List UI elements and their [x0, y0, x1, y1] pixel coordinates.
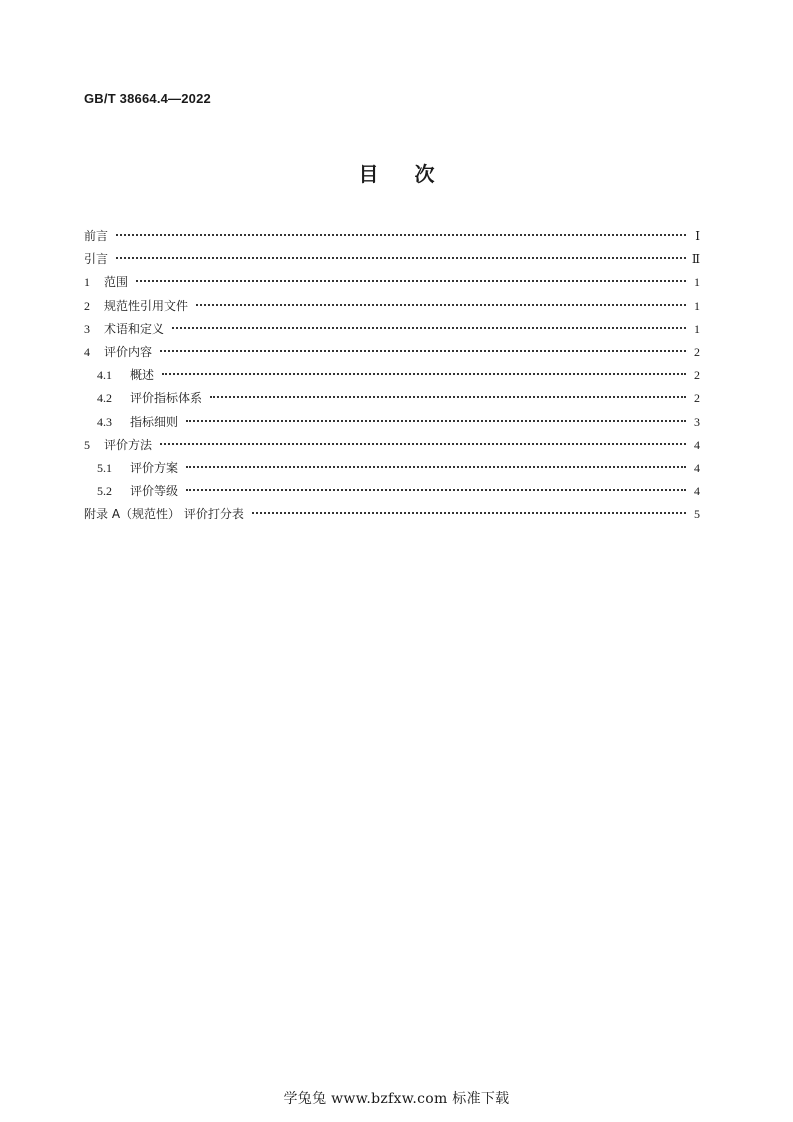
toc-dot-leader: [160, 443, 686, 445]
toc-entry-label: 指标细则: [130, 414, 179, 429]
toc-entry-foreword[interactable]: [84, 226, 700, 249]
toc-entry-number: 5.2: [97, 484, 112, 499]
toc-entry-evaluation-grade[interactable]: [84, 481, 700, 504]
toc-title: 目次: [358, 162, 471, 186]
toc-entry-page: 2: [694, 391, 700, 406]
toc-entry-number: 4.3: [97, 414, 112, 429]
toc-dot-leader: [186, 466, 686, 468]
toc-entry-label: 评价方法: [104, 437, 153, 452]
toc-entry-label: 评价内容: [104, 344, 153, 359]
toc-entry-label: 前言: [84, 229, 109, 243]
toc-entry-terms-definitions[interactable]: [84, 319, 700, 342]
toc-entry-number: 4.1: [97, 368, 112, 383]
toc-entry-page: 3: [694, 414, 700, 429]
toc-entry-evaluation-plan[interactable]: [84, 458, 700, 481]
toc-dot-leader: [186, 489, 686, 491]
toc-entry-label: 评价方案: [130, 460, 179, 475]
toc-dot-leader: [172, 327, 686, 329]
toc-dot-leader: [186, 420, 686, 422]
toc-dot-leader: [162, 373, 686, 375]
toc-entry-label: 附录 A（规范性） 评价打分表: [84, 507, 244, 522]
toc-entry-number: 4.2: [97, 391, 112, 406]
toc-entry-scope[interactable]: [84, 272, 700, 295]
toc-entry-label: 评价指标体系: [130, 391, 203, 406]
toc-entry-label: 引言: [84, 252, 109, 267]
toc-entry-indicator-system[interactable]: [84, 388, 700, 411]
toc-dot-leader: [116, 234, 686, 236]
standard-code: GB/T 38664.4—2022: [84, 91, 211, 106]
table-of-contents: [84, 226, 700, 527]
toc-dot-leader: [210, 396, 686, 398]
toc-entry-label: 概述: [130, 368, 155, 383]
toc-dot-leader: [252, 512, 686, 514]
toc-entry-page: 2: [694, 368, 700, 383]
toc-entry-evaluation-method[interactable]: [84, 435, 700, 458]
toc-entry-number: 5.1: [97, 460, 112, 475]
toc-entry-label: 规范性引用文件: [104, 298, 189, 313]
toc-entry-page: 2: [694, 344, 700, 359]
toc-dot-leader: [136, 280, 686, 282]
toc-entry-number: 5: [84, 437, 90, 452]
footer-watermark-text: 学兔兔 www.bzfxw.com 标准下载: [283, 1091, 510, 1107]
toc-entry-page: 4: [694, 484, 700, 499]
toc-entry-page: Ⅱ: [691, 252, 700, 267]
toc-entry-label: 术语和定义: [104, 321, 165, 336]
toc-entry-evaluation-content[interactable]: [84, 342, 700, 365]
toc-entry-overview[interactable]: [84, 365, 700, 388]
toc-entry-number: 2: [84, 298, 90, 313]
toc-entry-page: 4: [694, 437, 700, 452]
toc-entry-page: 1: [694, 275, 700, 290]
toc-entry-label: 范围: [104, 275, 129, 290]
toc-entry-page: 5: [694, 507, 700, 522]
toc-dot-leader: [160, 350, 686, 352]
toc-dot-leader: [116, 257, 686, 259]
toc-entry-annex-a[interactable]: [84, 504, 700, 527]
toc-entry-page: 1: [694, 321, 700, 336]
toc-entry-label: 评价等级: [130, 484, 179, 499]
toc-entry-number: 4: [84, 344, 90, 359]
toc-entry-indicator-rules[interactable]: [84, 412, 700, 435]
toc-entry-introduction[interactable]: [84, 249, 700, 272]
toc-entry-number: 1: [84, 275, 90, 290]
toc-entry-number: 3: [84, 321, 90, 336]
toc-dot-leader: [196, 304, 686, 306]
toc-entry-page: 4: [694, 460, 700, 475]
toc-entry-page: 1: [694, 298, 700, 313]
toc-entry-normative-references[interactable]: [84, 296, 700, 319]
toc-entry-page: Ⅰ: [695, 229, 700, 243]
